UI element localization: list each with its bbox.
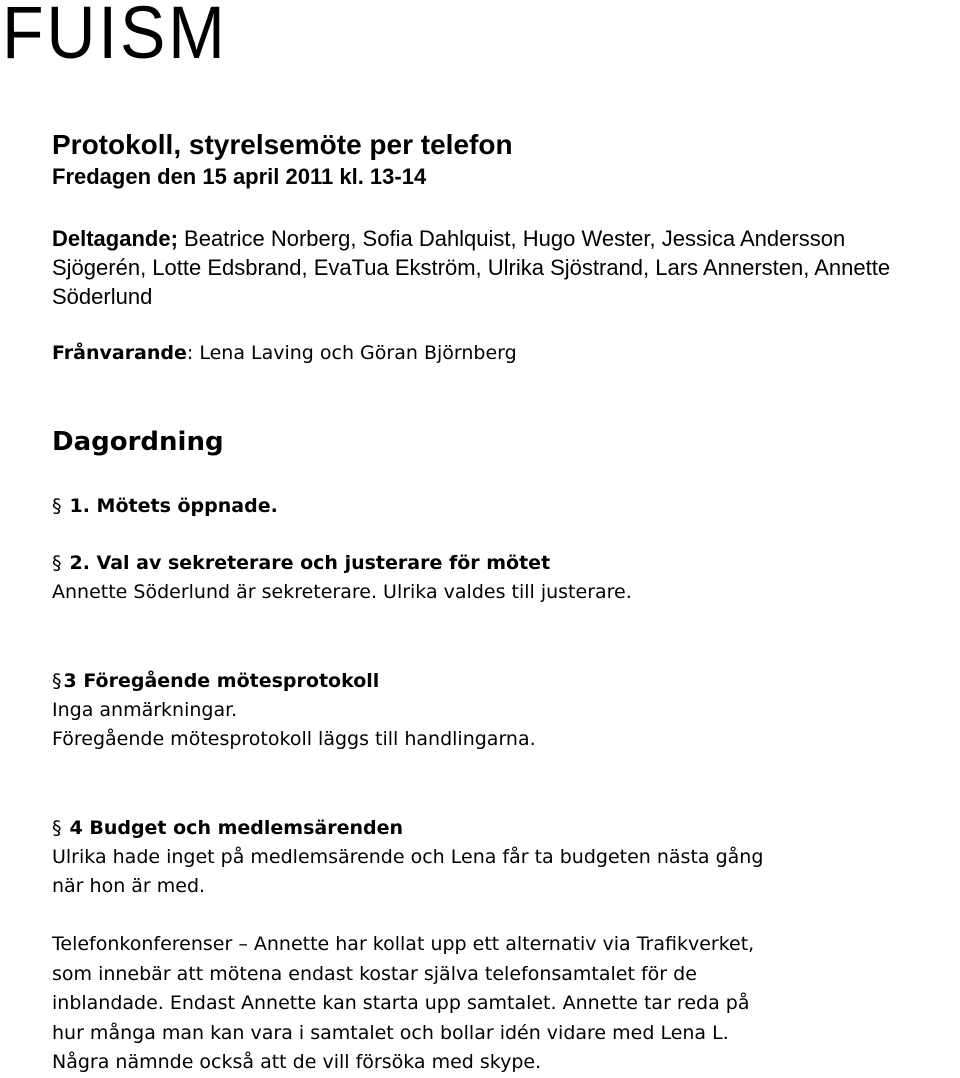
- document-title: Protokoll, styrelsemöte per telefon: [52, 129, 513, 160]
- participants-block: [52, 224, 932, 311]
- agenda-item-text: Annette Söderlund är sekreterare. Ulrika valdes till justerare.: [52, 581, 632, 603]
- absent-label: Frånvarande: [52, 342, 187, 364]
- agenda-item-title: 1. Mötets öppnade.: [69, 495, 278, 517]
- section-sign: §: [52, 552, 62, 574]
- paragraph-line: inblandade. Endast Annette kan starta upp samtalet. Annette tar reda på: [52, 992, 750, 1014]
- agenda-item-heading: [52, 549, 952, 578]
- agenda-item-2: [52, 549, 952, 607]
- agenda-item-3: [52, 667, 952, 754]
- agenda-item-4: [52, 814, 952, 901]
- agenda-item-heading: [52, 667, 952, 696]
- paragraph-line: Telefonkonferenser – Annette har kollat upp ett alternativ via Trafikverket,: [52, 933, 755, 955]
- agenda-item-text: Inga anmärkningar.: [52, 699, 238, 721]
- agenda-item-heading: [52, 492, 952, 521]
- meeting-date: Fredagen den 15 april 2011 kl. 13-14: [52, 164, 427, 189]
- absent-block: [52, 339, 517, 368]
- paragraph-line: hur många man kan vara i samtalet och bollar idén vidare med Lena L.: [52, 1021, 729, 1044]
- paragraph-line: som innebär att mötena endast kostar själva telefonsamtalet för de: [52, 962, 697, 985]
- agenda-item-title: 4 Budget och medlemsärenden: [69, 817, 403, 839]
- agenda-item-heading: [52, 814, 952, 843]
- agenda-heading: Dagordning: [52, 427, 224, 457]
- agenda-item-text: Ulrika hade inget på medlemsärende och Lena får ta budgeten nästa gång: [52, 846, 764, 868]
- section-sign: §: [52, 817, 62, 839]
- participants-label: Deltagande;: [52, 226, 178, 251]
- section-sign: §: [52, 495, 62, 517]
- participants-list: Beatrice Norberg, Sofia Dahlquist, Hugo Wester, Jessica Andersson Sjögerén, Lotte Edsbrand, EvaTua Ekström, Ulrika Sjöstrand, Lars Annersten, Annette Söderlund: [52, 226, 891, 309]
- agenda-item-1: [52, 492, 952, 521]
- paragraph-line: Några nämnde också att de vill försöka med skype.: [52, 1051, 542, 1073]
- agenda-item-title: 3 Föregående mötesprotokoll: [63, 670, 380, 692]
- absent-list: : Lena Laving och Göran Björnberg: [186, 342, 517, 364]
- section-sign: §: [52, 670, 62, 692]
- agenda-item-text: Föregående mötesprotokoll läggs till handlingarna.: [52, 728, 536, 750]
- agenda-item-title: 2. Val av sekreterare och justerare för mötet: [69, 552, 551, 574]
- telefonkonferens-paragraph: [52, 930, 952, 1078]
- fuism-logo: FUISM: [2, 0, 228, 74]
- agenda-item-text: när hon är med.: [52, 875, 206, 897]
